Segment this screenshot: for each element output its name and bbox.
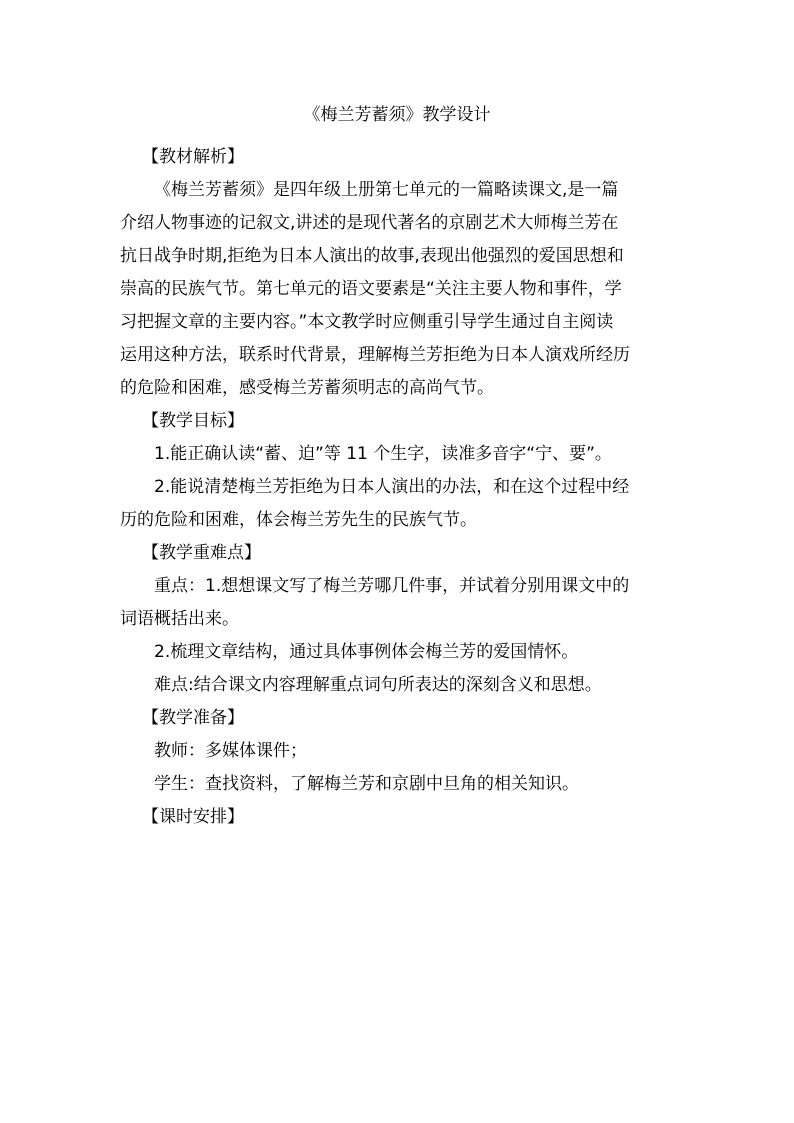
section-textbook-analysis bbox=[120, 145, 680, 409]
section-key-points bbox=[120, 541, 680, 706]
paragraph-line: 习把握文章的主要内容。”本文教学时应侧重引导学生通过自主阅读 bbox=[120, 312, 614, 332]
paragraph-line: 崇高的民族气节。第七单元的语文要素是“关注主要人物和事件，学 bbox=[120, 279, 622, 299]
paragraph-line: 《梅兰芳蓄须》是四年级上册第七单元的一篇略读课文,是一篇 bbox=[154, 180, 619, 200]
paragraph-line: 历的危险和困难，体会梅兰芳先生的民族气节。 bbox=[120, 510, 477, 530]
document-title: 《梅兰芳蓄须》教学设计 bbox=[303, 105, 491, 125]
paragraph-line: 抗日战争时期,拒绝为日本人演出的故事,表现出他强烈的爱国思想和 bbox=[120, 246, 624, 266]
section-teaching-goals bbox=[120, 409, 680, 541]
paragraph-line: 2.能说清楚梅兰芳拒绝为日本人演出的办法，和在这个过程中经 bbox=[154, 477, 630, 497]
paragraph-line: 2.梳理文章结构，通过具体事例体会梅兰芳的爱国情怀。 bbox=[154, 642, 579, 662]
paragraph-line: 难点:结合课文内容理解重点词句所表达的深刻含义和思想。 bbox=[154, 675, 602, 695]
paragraph-line: 教师：多媒体课件； bbox=[154, 741, 307, 761]
paragraph-line: 介绍人物事迹的记叙文,讲述的是现代著名的京剧艺术大师梅兰芳在 bbox=[120, 213, 619, 233]
section-heading: 【教学目标】 bbox=[142, 411, 244, 431]
section-schedule bbox=[120, 805, 680, 838]
paragraph-line: 的危险和困难，感受梅兰芳蓄须明志的高尚气节。 bbox=[120, 378, 494, 398]
paragraph-line: 词语概括出来。 bbox=[120, 609, 239, 629]
paragraph-line: 1.能正确认读“蓄、迫”等 11 个生字，读准多音字“宁、要”。 bbox=[154, 444, 612, 464]
section-heading: 【教学重难点】 bbox=[142, 543, 261, 563]
section-heading: 【课时安排】 bbox=[142, 807, 244, 827]
paragraph-line: 运用这种方法，联系时代背景，理解梅兰芳拒绝为日本人演戏所经历 bbox=[120, 345, 630, 365]
paragraph-line: 重点：1.想想课文写了梅兰芳哪几件事，并试着分别用课文中的 bbox=[154, 576, 630, 596]
section-heading: 【教学准备】 bbox=[142, 708, 244, 728]
document-body bbox=[120, 145, 680, 838]
section-heading: 【教材解析】 bbox=[142, 147, 244, 167]
paragraph-line: 学生：查找资料，了解梅兰芳和京剧中旦角的相关知识。 bbox=[154, 774, 579, 794]
section-preparation bbox=[120, 706, 680, 805]
